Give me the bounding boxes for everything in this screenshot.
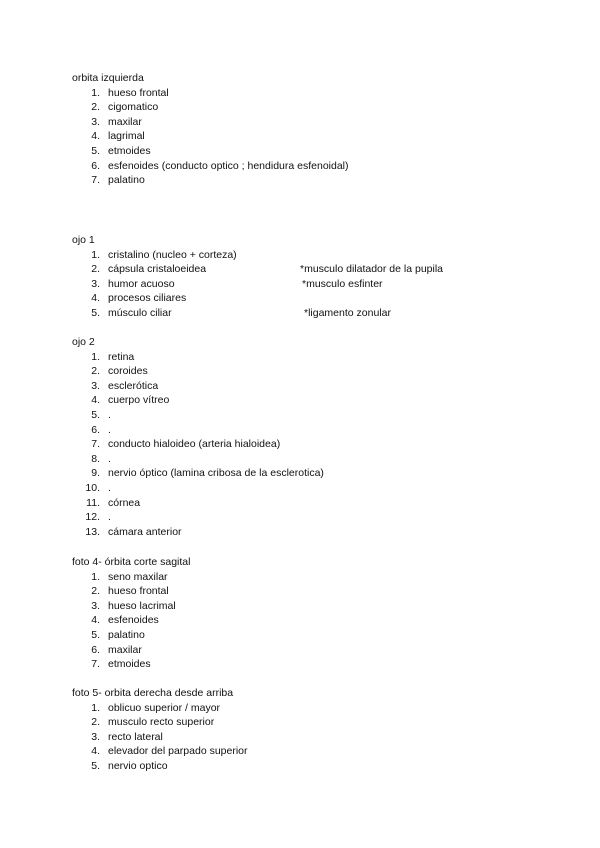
item-number: 12. <box>85 511 100 524</box>
item-number: 5. <box>91 144 100 157</box>
item-text: nervio optico <box>108 759 168 772</box>
item-number: 4. <box>91 130 100 143</box>
list-item <box>72 159 572 174</box>
list-item <box>72 657 572 672</box>
list-item <box>72 481 572 496</box>
list-item <box>72 86 572 101</box>
item-number: 3. <box>91 599 100 612</box>
item-number: 7. <box>91 658 100 671</box>
item-text: palatino <box>108 628 145 641</box>
item-number: 5. <box>91 759 100 772</box>
item-number: 5. <box>91 628 100 641</box>
item-text: hueso frontal <box>108 585 169 598</box>
item-text: etmoides <box>108 658 151 671</box>
item-text: musculo recto superior <box>108 716 215 729</box>
section-title: foto 5- orbita derecha desde arriba <box>72 687 234 699</box>
section-ojo-1 <box>72 233 572 321</box>
list-item <box>72 715 572 730</box>
item-number: 4. <box>91 614 100 627</box>
item-number: 2. <box>91 365 100 378</box>
list-item <box>72 408 572 423</box>
item-text: cigomatico <box>108 101 159 114</box>
list-item <box>72 744 572 759</box>
item-text: hueso lacrimal <box>108 599 176 612</box>
item-text: humor acuoso <box>108 277 175 290</box>
list-item <box>72 364 572 379</box>
item-number: 4. <box>91 745 100 758</box>
item-text: conducto hialoideo (arteria hialoidea) <box>108 438 281 451</box>
section-title: ojo 2 <box>72 336 95 348</box>
item-number: 11. <box>86 496 100 509</box>
list-item <box>72 599 572 614</box>
list-item <box>72 115 572 130</box>
list-item <box>72 613 572 628</box>
item-text: recto lateral <box>108 730 163 743</box>
item-number: 8. <box>91 452 100 465</box>
item-number: 3. <box>91 277 100 290</box>
list-item <box>72 350 572 365</box>
list-item <box>72 306 572 321</box>
item-number: 5. <box>91 306 100 319</box>
item-number: 3. <box>91 379 100 392</box>
item-text: . <box>108 481 111 494</box>
item-number: 1. <box>91 701 100 714</box>
item-number: 9. <box>91 467 100 480</box>
list-item <box>72 525 572 540</box>
list-item <box>72 423 572 438</box>
section-title: orbita izquierda <box>72 72 144 84</box>
item-number: 13. <box>85 525 100 538</box>
side-note: *musculo esfinter <box>302 277 383 290</box>
item-number: 1. <box>91 570 100 583</box>
list-item <box>72 262 572 277</box>
list-item <box>72 628 572 643</box>
item-text: maxilar <box>108 643 142 656</box>
list-item <box>72 248 572 263</box>
list-item <box>72 759 572 774</box>
item-text: esclerótica <box>108 379 159 392</box>
item-text: retina <box>108 350 135 363</box>
list-item <box>72 277 572 292</box>
item-number: 7. <box>91 438 100 451</box>
item-text: lagrimal <box>108 130 145 143</box>
list-item <box>72 570 572 585</box>
item-text: elevador del parpado superior <box>108 745 248 758</box>
section-ojo-2 <box>72 335 572 539</box>
list-item <box>72 452 572 467</box>
item-number: 1. <box>91 248 100 261</box>
item-text: músculo ciliar <box>108 306 172 319</box>
list-item <box>72 730 572 745</box>
item-number: 2. <box>91 716 100 729</box>
section-foto-4 <box>72 555 572 672</box>
item-number: 1. <box>91 350 100 363</box>
item-text: oblicuo superior / mayor <box>108 701 221 714</box>
item-number: 6. <box>91 643 100 656</box>
item-text: cristalino (nucleo + corteza) <box>108 248 237 261</box>
item-text: . <box>108 452 111 465</box>
item-text: esfenoides (conducto optico ; hendidura esfenoidal) <box>108 159 349 172</box>
section-title: ojo 1 <box>72 234 95 246</box>
item-number: 2. <box>91 585 100 598</box>
item-text: . <box>108 511 111 524</box>
item-text: esfenoides <box>108 614 159 627</box>
item-text: palatino <box>108 174 145 187</box>
item-number: 3. <box>91 730 100 743</box>
list-item <box>72 643 572 658</box>
item-number: 2. <box>91 263 100 276</box>
item-text: . <box>108 423 111 436</box>
list-item <box>72 173 572 188</box>
list-item <box>72 437 572 452</box>
list-item <box>72 584 572 599</box>
item-text: procesos ciliares <box>108 292 187 305</box>
list-item <box>72 496 572 511</box>
item-number: 2. <box>91 101 100 114</box>
item-text: córnea <box>108 496 141 509</box>
item-number: 4. <box>91 394 100 407</box>
item-text: cámara anterior <box>108 525 182 538</box>
item-text: hueso frontal <box>108 86 169 99</box>
list-item <box>72 100 572 115</box>
side-note: *ligamento zonular <box>304 306 391 319</box>
item-number: 10. <box>85 481 100 494</box>
item-number: 7. <box>91 174 100 187</box>
list-item <box>72 291 572 306</box>
list-item <box>72 393 572 408</box>
item-number: 5. <box>91 408 100 421</box>
item-number: 4. <box>91 292 100 305</box>
list-item <box>72 466 572 481</box>
item-number: 6. <box>91 159 100 172</box>
item-number: 1. <box>91 86 100 99</box>
item-text: . <box>108 408 111 421</box>
item-number: 3. <box>91 115 100 128</box>
item-text: maxilar <box>108 115 142 128</box>
list-item <box>72 129 572 144</box>
side-note: *musculo dilatador de la pupila <box>300 263 444 276</box>
list-item <box>72 144 572 159</box>
item-text: cápsula cristaloeidea <box>108 263 207 276</box>
item-text: nervio óptico (lamina cribosa de la esclerotica) <box>108 467 324 480</box>
item-text: etmoides <box>108 144 151 157</box>
section-foto-5 <box>72 686 572 774</box>
section-title: foto 4- órbita corte sagital <box>72 556 191 568</box>
item-text: coroides <box>108 365 148 378</box>
item-text: cuerpo vítreo <box>108 394 170 407</box>
list-item <box>72 701 572 716</box>
section-orbita-izquierda <box>72 71 572 188</box>
item-number: 6. <box>91 423 100 436</box>
item-text: seno maxilar <box>108 570 168 583</box>
list-item <box>72 510 572 525</box>
list-item <box>72 379 572 394</box>
